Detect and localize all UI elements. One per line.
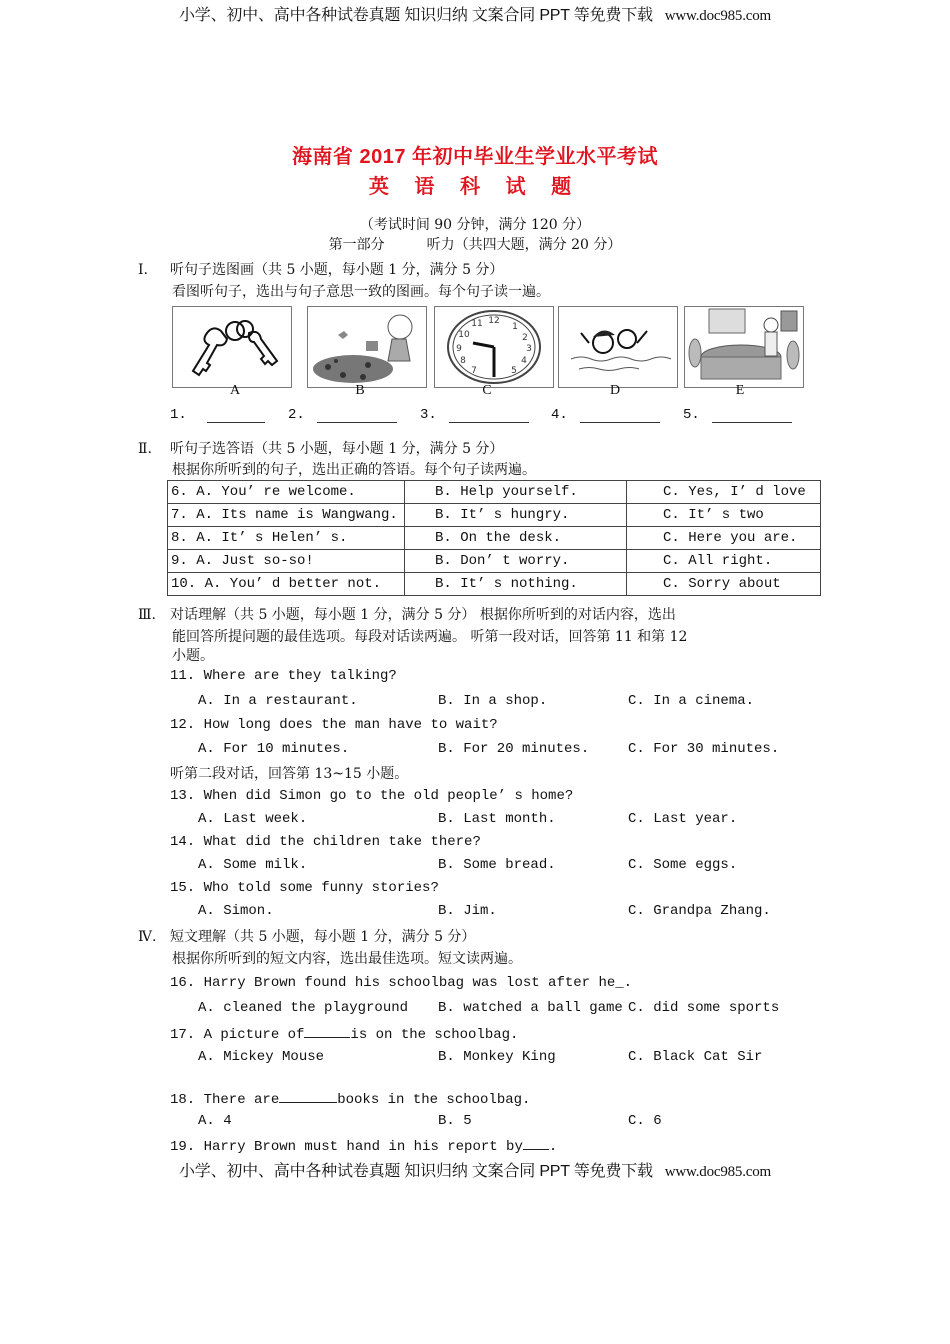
question-13: 13. When did Simon go to the old people’ s home?	[170, 788, 574, 804]
question-19: 19. Harry Brown must hand in his report by .	[170, 1136, 557, 1155]
section-1-heading	[138, 261, 503, 280]
question-14: 14. What did the children take there?	[170, 834, 481, 850]
option-c[interactable]: C. did some sports	[628, 1000, 780, 1016]
answer-table	[167, 480, 821, 596]
picture-label-c: C	[482, 383, 492, 398]
option-b: B. It’ s hungry.	[405, 504, 627, 527]
blank-5[interactable]: 5.	[683, 407, 792, 423]
banner-url[interactable]: www.doc985.com	[664, 1164, 772, 1180]
section-title: 听句子选答语（共 5 小题，每小题 1 分，满分 5 分）	[170, 441, 504, 457]
part-label: 第一部分	[328, 237, 385, 253]
option-a: 10. A. You’ d better not.	[168, 573, 405, 596]
section-number: Ⅳ.	[138, 929, 157, 945]
option-c: C. Here you are.	[627, 527, 821, 550]
option-c[interactable]: C. Grandpa Zhang.	[628, 903, 771, 919]
section-2-heading	[138, 440, 503, 459]
option-b[interactable]: B. Jim.	[438, 903, 497, 919]
option-c[interactable]: C. Black Cat Sir	[628, 1049, 763, 1065]
blank-4[interactable]: 4.	[551, 407, 660, 423]
option-b: B. It’ s nothing.	[405, 573, 627, 596]
option-c: C. Sorry about	[627, 573, 821, 596]
option-b[interactable]: B. Some bread.	[438, 857, 556, 873]
svg-text:8: 8	[460, 356, 466, 366]
blank-1[interactable]: 1.	[170, 407, 265, 423]
question-15: 15. Who told some funny stories?	[170, 880, 439, 896]
svg-text:2: 2	[522, 333, 528, 343]
section-title: 短文理解（共 5 小题，每小题 1 分，满分 5 分）	[170, 929, 476, 945]
part-heading	[0, 234, 950, 254]
svg-text:3: 3	[526, 344, 532, 354]
picture-a	[172, 306, 292, 388]
question-11: 11. Where are they talking?	[170, 668, 397, 684]
option-c[interactable]: C. Some eggs.	[628, 857, 738, 873]
picture-e	[684, 306, 804, 388]
svg-text:11: 11	[471, 319, 483, 329]
picture-label-a: A	[229, 383, 241, 398]
option-b[interactable]: B. Last month.	[438, 811, 556, 827]
picture-label-e: E	[735, 383, 745, 398]
table-row	[168, 504, 821, 527]
option-c[interactable]: C. In a cinema.	[628, 693, 755, 709]
option-b: B. Don’ t worry.	[405, 550, 627, 573]
picture-c	[434, 306, 554, 388]
blank-3[interactable]: 3.	[420, 407, 529, 423]
fill-blank[interactable]	[304, 1024, 350, 1038]
option-a[interactable]: A. For 10 minutes.	[198, 741, 350, 757]
section-3-title-line-3: 小题。	[172, 648, 214, 664]
section-3-heading	[138, 606, 676, 625]
fill-blank[interactable]	[279, 1089, 337, 1103]
svg-text:7: 7	[471, 366, 477, 376]
banner-text: 小学、初中、高中各种试卷真题 知识归纳 文案合同 PPT 等免费下载	[178, 7, 653, 24]
option-a[interactable]: A. Some milk.	[198, 857, 308, 873]
option-c: C. All right.	[627, 550, 821, 573]
option-b[interactable]: B. Monkey King	[438, 1049, 556, 1065]
section-3-title-line-2: 能回答所提问题的最佳选项。每段对话读两遍。 听第一段对话，回答第 11 和第 12	[172, 629, 688, 645]
exam-info: （考试时间 90 分钟，满分 120 分）	[359, 217, 591, 233]
option-c[interactable]: C. For 30 minutes.	[628, 741, 780, 757]
clock-icon	[435, 307, 553, 387]
picture-label-b: B	[355, 383, 365, 398]
part-title: 听力（共四大题，满分 20 分）	[426, 237, 622, 253]
exam-title: 海南省 2017 年初中毕业生学业水平考试	[291, 146, 659, 168]
question-12: 12. How long does the man have to wait?	[170, 717, 498, 733]
svg-text:1: 1	[512, 322, 518, 332]
header-banner	[0, 2, 950, 25]
section-number: Ⅲ.	[138, 607, 156, 623]
exam-subject: 英 语 科 试 题	[368, 176, 582, 198]
dialog-2-note: 听第二段对话，回答第 13~15 小题。	[170, 766, 409, 782]
picture-b	[307, 306, 427, 388]
option-c[interactable]: C. 6	[628, 1113, 662, 1129]
table-row	[168, 550, 821, 573]
option-b[interactable]: B. watched a ball game	[438, 1000, 623, 1016]
svg-text:5: 5	[511, 366, 517, 376]
section-number: Ⅰ.	[138, 262, 148, 278]
table-row	[168, 573, 821, 596]
option-b[interactable]: B. For 20 minutes.	[438, 741, 590, 757]
option-a[interactable]: A. In a restaurant.	[198, 693, 358, 709]
option-b[interactable]: B. In a shop.	[438, 693, 548, 709]
fill-blank[interactable]	[523, 1136, 549, 1150]
section-1-instruction: 看图听句子，选出与句子意思一致的图画。每个句子读一遍。	[172, 284, 550, 300]
section-title: 听句子选图画（共 5 小题，每小题 1 分，满分 5 分）	[170, 262, 504, 278]
svg-text:9: 9	[456, 344, 462, 354]
option-a[interactable]: A. Mickey Mouse	[198, 1049, 325, 1065]
table-row	[168, 527, 821, 550]
option-a: 8. A. It’ s Helen’ s.	[168, 527, 405, 550]
option-b[interactable]: B. 5	[438, 1113, 472, 1129]
picture-d	[558, 306, 678, 388]
girl-watering-flowers-icon	[308, 307, 426, 387]
option-a: 7. A. Its name is Wangwang.	[168, 504, 405, 527]
table-row	[168, 481, 821, 504]
option-a[interactable]: A. cleaned the playground	[198, 1000, 409, 1016]
keys-icon	[173, 307, 291, 387]
picture-options	[172, 306, 806, 388]
question-18: 18. There are books in the schoolbag.	[170, 1089, 530, 1108]
svg-text:10: 10	[458, 330, 470, 340]
option-b: B. On the desk.	[405, 527, 627, 550]
option-c[interactable]: C. Last year.	[628, 811, 738, 827]
option-c: C. It’ s two	[627, 504, 821, 527]
blank-2[interactable]: 2.	[288, 407, 397, 423]
option-a[interactable]: A. 4	[198, 1113, 232, 1129]
question-17: 17. A picture of is on the schoolbag.	[170, 1024, 518, 1043]
picture-label-d: D	[609, 383, 621, 398]
section-4-heading	[138, 928, 475, 947]
svg-text:4: 4	[521, 356, 527, 366]
banner-text: 小学、初中、高中各种试卷真题 知识归纳 文案合同 PPT 等免费下载	[178, 1163, 653, 1180]
option-a[interactable]: A. Simon.	[198, 903, 274, 919]
option-a: 6. A. You’ re welcome.	[168, 481, 405, 504]
svg-text:12: 12	[488, 316, 500, 326]
restaurant-table-icon	[685, 307, 803, 387]
section-title-line-1: 对话理解（共 5 小题，每小题 1 分，满分 5 分） 根据你所听到的对话内容，选出	[170, 607, 676, 623]
option-b: B. Help yourself.	[405, 481, 627, 504]
section-2-instruction: 根据你所听到的句子，选出正确的答语。每个句子读两遍。	[172, 462, 536, 478]
banner-url[interactable]: www.doc985.com	[664, 8, 772, 24]
question-16: 16. Harry Brown found his schoolbag was lost after he_.	[170, 975, 633, 991]
footer-banner	[0, 1158, 950, 1181]
section-number: Ⅱ.	[138, 441, 152, 457]
option-a[interactable]: A. Last week.	[198, 811, 308, 827]
section-4-instruction: 根据你所听到的短文内容，选出最佳选项。短文读两遍。	[172, 951, 522, 967]
option-c: C. Yes, I’ d love	[627, 481, 821, 504]
option-a: 9. A. Just so-so!	[168, 550, 405, 573]
drowning-boys-icon	[559, 307, 677, 387]
